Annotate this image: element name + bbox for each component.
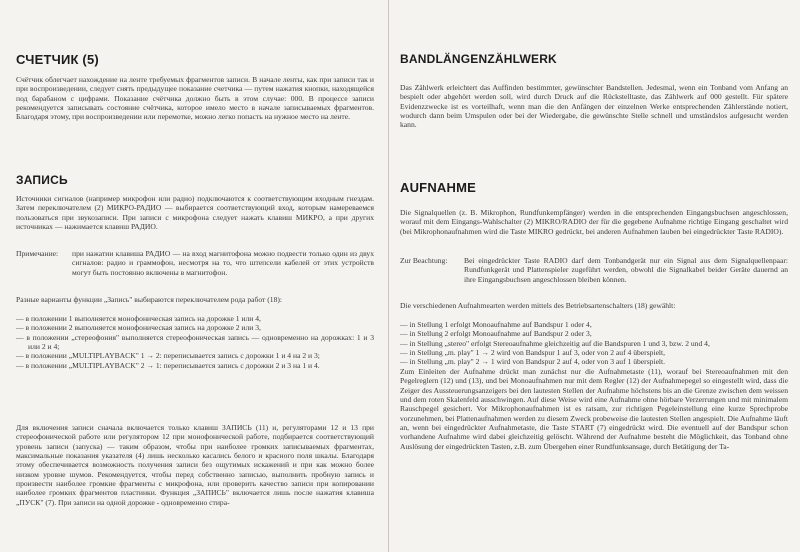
- modes-list-ru: [16, 314, 374, 370]
- russian-column: [0, 0, 389, 552]
- recording-note-de: [400, 256, 788, 284]
- counter-text-ru: Счётчик облегчает нахождение на ленте требуемых фрагментов записи. В начале ленты, как при записи так и при воспроизведении, следует снять предыдущее показание счетчика — путем нажатия кнопки, находящейся под барабаном с цифрами. Показание счётчика должно быть в этом случае: 000. В процессе записи рекомендуется записывать состояние счётчика, которое имело место в начале записываемых фрагментов. Благодаря этому, при воспроизведении или перемотке, можно легко попасть на нужное место на ленте.: [16, 75, 374, 122]
- list-item: — в положении „MULTIPLAYBACK" 2 → 1: переписывается запись с дорожки 2 и 3 на 1 и 4.: [16, 361, 374, 370]
- modes-intro-ru: Разные варианты функции „Запись" выбираются переключателем рода работ (18):: [16, 295, 283, 304]
- counter-text-de: Das Zählwerk erleichtert das Auffinden bestimmter, gewünschter Bandstellen. Jedesmal, wenn ein Tonband vom Anfang an bespielt oder abgehört werden soll, wird durch Druck auf die Rückstelltaste, das Zählwerk auf 000 gestellt. Für spätere Evidenzzwecke ist es vorteilhaft, wenn man die den Anfängen der einzelnen Werke entsprechenden Zählerstände notiert, wodurch dann beim Umspulen oder bei der Wiedergabe, die gewünschte Stelle schnell und umständslos aufgesucht werden kann.: [400, 83, 788, 130]
- modes-list-de: [400, 320, 788, 367]
- list-item: — in Stellung „stereo" erfolgt Stereoaufnahme gleichzeitig auf die Bandspuren 1 und 3, bzw. 2 und 4,: [400, 339, 788, 348]
- list-item: — в положении „стереофония" выполняется стереофоническая запись — одновременно на дорожках: 1 и 3 или 2 и 4;: [16, 333, 374, 352]
- list-item: — в положении 1 выполняется монофоническая запись на дорожке 1 или 4,: [16, 314, 374, 323]
- modes-intro-de: Die verschiedenen Aufnahmearten werden mittels des Betriebsartenschalters (18) gewählt:: [400, 301, 676, 310]
- counter-heading-ru: СЧЕТЧИК (5): [16, 52, 99, 67]
- note-text-ru: при нажатии клавиша РАДИО — на вход магнитофона можно подвести только один из двух сигналов: радио и граммофон, несмотря на то, что штепсели кабелей от этих устройств могут быть постоянно включены в магнитофон.: [72, 249, 374, 277]
- note-text-de: Bei eingedrückter Taste RADIO darf dem Tonbandgerät nur ein Signal aus dem Signalquellenpaar: Rundfunkgerät und Plattenspieler zugeführt werden, obwohl die Signalkabel beider Geräte dauernd an ihre Eingangsbuchsen angeschlossen bleiben können.: [464, 256, 788, 284]
- recording-intro-de: Die Signalquellen (z. B. Mikrophon, Rundfunkempfänger) werden in die entsprechenden Eingangsbuchsen angeschlossen, worauf mit dem Eingangs-Wahlschalter (2) MIKRO/RADIO der für die gegebene Aufnahme richtige Eingang geschaltet wird (bei Mikrophonaufnahmen wird die Taste MIKRO gedrückt, bei anderen Aufnahmen lauben bei eingedrückter Taste RADIO).: [400, 208, 788, 236]
- list-item: — in Stellung 2 erfolgt Monoaufnahme auf Bandspur 2 oder 3,: [400, 329, 788, 338]
- recording-intro-ru: Источники сигналов (например микрофон или радио) подключаются к соответствующим входным гнездам. Затем переключателем (2) МИКРО-РАДИО — выбирается соответствующий вход, которым намереваемся пользоваться при звукозаписи. При записи с микрофона следует нажать клавиш МИКРО, а при других источниках — нажимается клавиш РАДИО.: [16, 194, 374, 232]
- recording-heading-ru: ЗАПИСЬ: [16, 173, 68, 187]
- note-label-de: Zur Beachtung:: [400, 256, 448, 265]
- list-item: — в положении 2 выполняется монофоническая запись на дорожке 2 или 3,: [16, 323, 374, 332]
- list-item: — в положении „MULTIPLAYBACK" 1 → 2: переписывается запись с дорожки 1 и 4 на 2 и 3;: [16, 351, 374, 360]
- recording-note-ru: [16, 249, 374, 277]
- recording-heading-de: AUFNAHME: [400, 180, 476, 195]
- list-item: — in Stellung „m. play" 1 → 2 wird von Bandspur 1 auf 3, oder von 2 auf 4 überspielt,: [400, 348, 788, 357]
- recording-procedure-de: Zum Einleiten der Aufnahme drückt man zunächst nur die Aufnahmetaste (11), worauf bei Stereoaufnahmen mit den Pegelreglern (12) und (13), und bei Monoaufnahmen nur mit dem Regler (12) der Aufnahmepegel so eingestellt wird, dass die Zeiger des Aussteuerungsanzeigers bei den lautesten Stellen der Aufnahme höchstens bis an die Grenze zwischen dem weissen und dem roten Skalenfeld ausschwingen. Auf diese Weise wird eine Aufnahme ohne hörbare Verzerrungen und mit minimalem Rauschpegel gesichert. Vor Mikrophonaufnahmen ist es ratsam, zur richtigen Pegeleinstellung eine kurze Sprechprobe vorzunehmen, bei Plattenaufnahmen werden zu diesem Zweck probeweise die lautesten Stellen angespielt. Die Aufnahme läuft an, wenn bei eingedrückter Aufnahmetaste, die Taste START (7) eingedrückt wird. Die eventuell auf der Bandspur schon vorhandene Aufnahme wird dabei gleichzeitig gelöscht. Während der Aufnahme besteht die Möglichkeit, das Tonband ohne Auslösung der eingedrückten Tasten, z.B. zum Übergehen einer Rundfunksansage, durch Betätigung der Ta-: [400, 367, 788, 451]
- counter-heading-de: BANDLÄNGENZÄHLWERK: [400, 52, 557, 66]
- list-item: — in Stellung 1 erfolgt Monoaufnahme auf Bandspur 1 oder 4,: [400, 320, 788, 329]
- recording-procedure-ru: Для включения записи сначала включается только клавиш ЗАПИСЬ (11) и, регуляторами 12 и 13 при стереофонической работе или регулятором 12 при монофонической работе, подбирается соответствующий уровень записи (запуска) — таким образом, чтобы при наиболее громких записываемых фрагментах, максимальные показания указателя (4) лишь несколько касались белого и красного поля шкалы. Благодаря этому обеспечивается возможность получения записи без ощутимых искажений и при как можно более низком уровне шумов. Рекомендуется, чтобы перед собственно записью, выполнить пробную запись и произвести наиболее громкие фрагменты с микрофона, или проверить качество записи при копировании наиболее громких фрагментов пластинки. Функция „ЗАПИСЬ" включается лишь после нажатия клавиша „ПУСК" (7). При записи на одной дорожке - одновременно стира-: [16, 423, 374, 507]
- german-column: [390, 0, 800, 552]
- list-item: — in Stellung „m. play" 2 → 1 wird von Bandspur 2 auf 4, oder von 3 auf 1 überspielt.: [400, 357, 788, 366]
- note-label-ru: Примечание:: [16, 249, 59, 258]
